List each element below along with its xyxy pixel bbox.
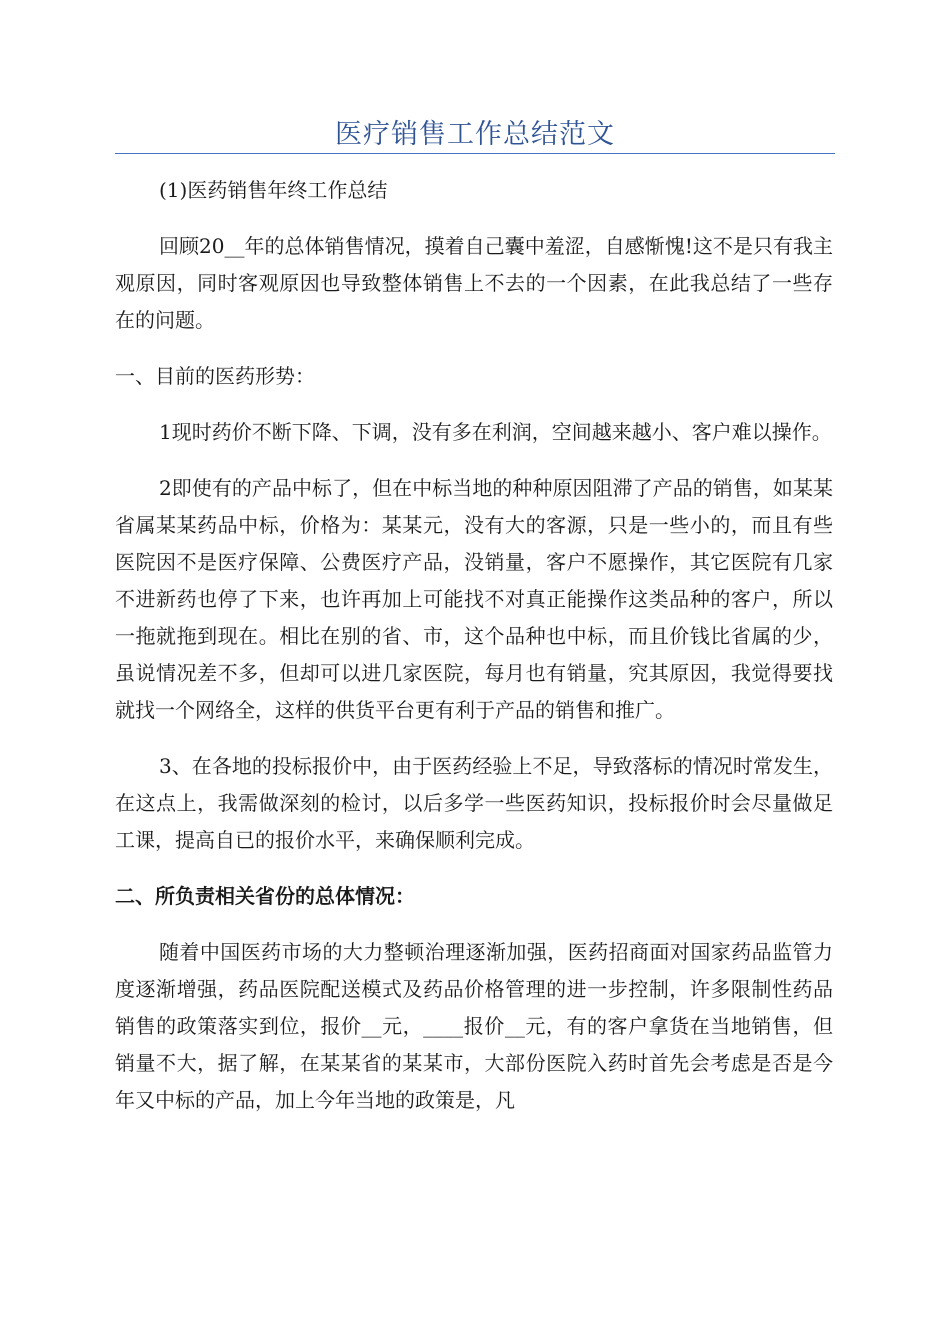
intro-paragraph: 回顾20__年的总体销售情况，摸着自己囊中羞涩，自感惭愧!这不是只有我主观原因，同时客观原因也导致整体销售上不去的一个因素，在此我总结了一些存在的问题。	[115, 234, 833, 332]
section-heading-2: 二、所负责相关省份的总体情况：	[115, 884, 415, 908]
document-body	[115, 172, 833, 1138]
section-heading-1: 一、目前的医药形势：	[115, 364, 315, 388]
title-underline	[115, 153, 835, 154]
paragraph-item-2: 2即使有的产品中标了，但在中标当地的种种原因阻滞了产品的销售，如某某省属某某药品中标，价格为：某某元，没有大的客源，只是一些小的，而且有些医院因不是医疗保障、公费医疗产品，没销量，客户不愿操作，其它医院有几家不进新药也停了下来，也许再加上可能找不对真正能操作这类品种的客户，所以一拖就拖到现在。相比在别的省、市，这个品种也中标，而且价钱比省属的少，虽说情况差不多，但却可以进几家医院，每月也有销量，究其原因，我觉得要找就找一个网络全，这样的供货平台更有利于产品的销售和推广。	[115, 476, 833, 722]
paragraph-item-3: 3、在各地的投标报价中，由于医药经验上不足，导致落标的情况时常发生，在这点上，我需做深刻的检讨，以后多学一些医药知识，投标报价时会尽量做足工课，提高自已的报价水平，来确保顺利完成。	[115, 754, 833, 852]
document-title: 医疗销售工作总结范文	[335, 119, 615, 150]
section-subtitle: (1)医药销售年终工作总结	[159, 178, 388, 202]
paragraph-section-2: 随着中国医药市场的大力整顿治理逐渐加强，医药招商面对国家药品监管力度逐渐增强，药品医院配送模式及药品价格管理的进一步控制，许多限制性药品销售的政策落实到位，报价__元，____报价__元，有的客户拿货在当地销售，但销量不大，据了解，在某某省的某某市，大部份医院入药时首先会考虑是否是今年又中标的产品，加上今年当地的政策是，凡	[115, 940, 833, 1112]
paragraph-item-1: 1现时药价不断下降、下调，没有多在利润，空间越来越小、客户难以操作。	[159, 420, 832, 444]
